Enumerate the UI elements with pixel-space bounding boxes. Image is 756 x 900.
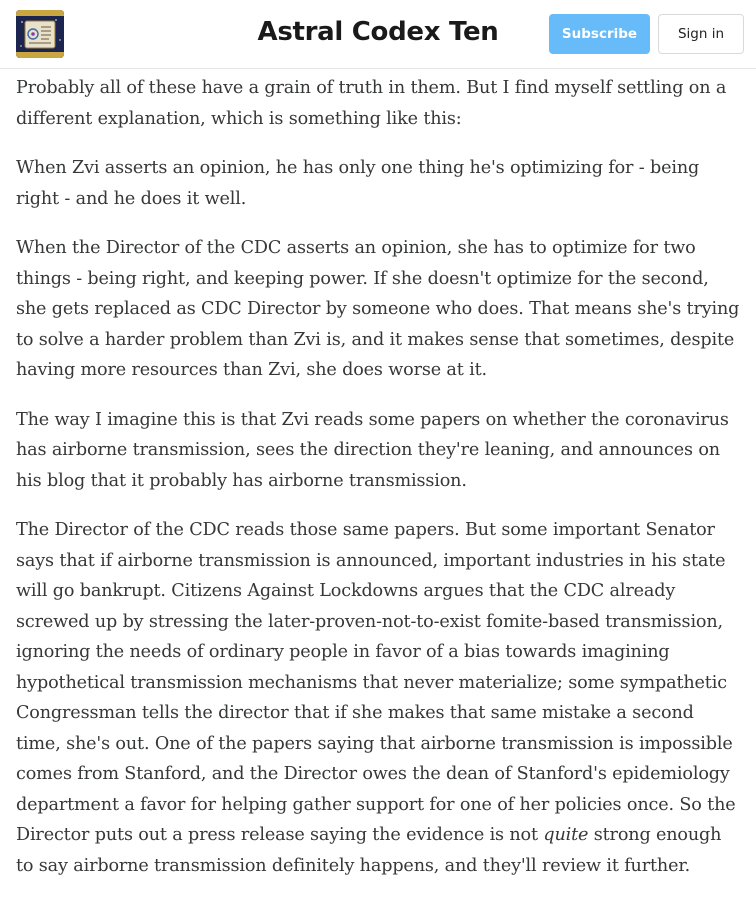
publication-logo[interactable] bbox=[16, 10, 64, 58]
sign-in-button[interactable]: Sign in bbox=[658, 14, 744, 54]
paragraph bbox=[16, 515, 740, 881]
paragraph: When the Director of the CDC asserts an opinion, she has to optimize for two things - being right, and keeping power. If she doesn't optimize for the second, she gets replaced as CDC Director by someone who does. That means she's trying to solve a harder problem than Zvi is, and it makes sense that sometimes, despite having more resources than Zvi, she does worse at it. bbox=[16, 238, 740, 380]
paragraph: When Zvi asserts an opinion, he has only one thing he's optimizing for - being right - and he does it well. bbox=[16, 158, 700, 209]
subscribe-button[interactable]: Subscribe bbox=[549, 14, 650, 54]
paragraph-text: strong enough to say airborne transmission definitely happens, and they'll review it further. bbox=[16, 825, 722, 876]
article-body bbox=[16, 73, 740, 900]
paragraph: The way I imagine this is that Zvi reads some papers on whether the coronavirus has airborne transmission, sees the direction they're leaning, and announces on his blog that it probably has airborne transmission. bbox=[16, 409, 729, 491]
publication-title[interactable]: Astral Codex Ten bbox=[257, 17, 499, 47]
top-bar bbox=[0, 0, 756, 69]
logo-image bbox=[16, 10, 64, 58]
paragraph: Probably all of these have a grain of truth in them. But I find myself settling on a different explanation, which is something like this: bbox=[16, 78, 727, 129]
emphasis-text: quite bbox=[543, 825, 589, 845]
paragraph-text: The Director of the CDC reads those same papers. But some important Senator says that if airborne transmission is announced, important industries in his state will go bankrupt. Citizens Against Lockdowns argues that the CDC already screwed up by stressing the later-proven-not-to-exist fomite-based transmission, ignoring the needs of ordinary people in favor of a bias towards imagining hypothetical transmission mechanisms that never materialize; some sympathetic Congressman tells the director that if she makes that same mistake a second time, she's out. One of the papers saying that airborne transmission is impossible comes from Stanford, and the Director owes the dean of Stanford's epidemiology department a favor for helping gather support for one of her policies once. So the Director puts out a press release saying the evidence is not bbox=[16, 520, 736, 845]
